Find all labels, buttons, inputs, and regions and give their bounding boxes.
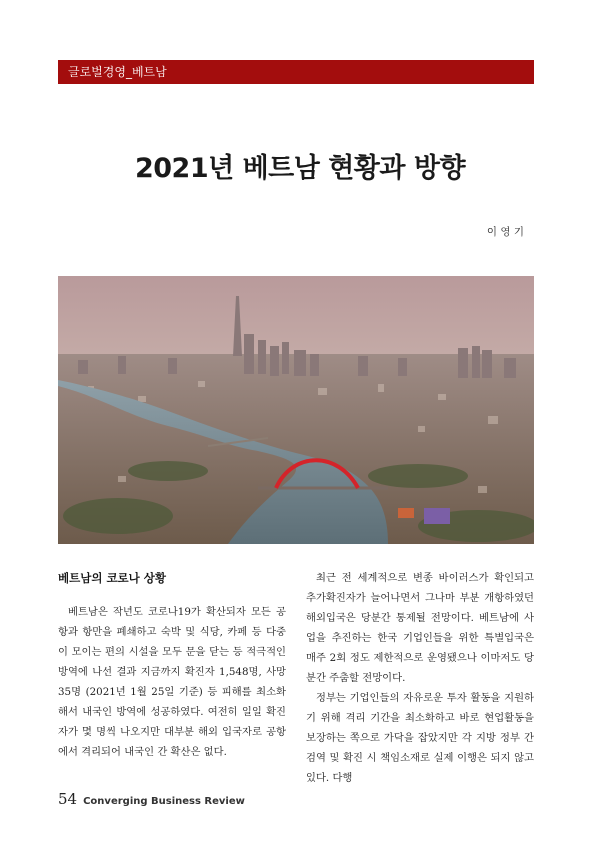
page-footer: [58, 790, 245, 814]
body-paragraph: 베트남은 작년도 코로나19가 확산되자 모든 공항과 항만을 폐쇄하고 숙박 및 식당, 카페 등 다중이 모이는 편의 시설을 모두 문을 닫는 등 적극적인 방역에 나선 결과 지금까지 확진자 1,548명, 사망 35명 (2021년 1월 25일 기준) 등 피해를 최소화해서 내국인 방역에 성공하였다. 여전히 일일 확진자가 몇 명씩 나오지만 대부분 해외 입국자로 공항에서 격리되어 내국인 간 확산은 없다.: [58, 606, 286, 758]
right-column: [306, 568, 534, 788]
article-title: 2021년 베트남 현황과 방향: [134, 153, 466, 184]
magazine-name: Converging Business Review: [83, 796, 245, 807]
article-author: 이 영 기: [486, 226, 524, 238]
body-paragraph: 최근 전 세계적으로 변종 바이러스가 확인되고 추가확진자가 늘어나면서 그나마 부분 개항하였던 해외입국은 당분간 통제될 전망이다. 베트남에 사업을 추진하는 한국 기업인들을 위한 특별입국은 매주 2회 정도 제한적으로 운영됐으나 이마저도 당분간 주춤할 전망이다.: [306, 572, 534, 684]
left-column: [58, 568, 286, 762]
city-skyline-photo: [58, 276, 534, 544]
body-paragraph: 정부는 기업인들의 자유로운 투자 활동을 지원하기 위해 격리 기간을 최소화하고 바로 현업활동을 보장하는 쪽으로 가닥을 잡았지만 각 지방 정부 간 검역 및 확진 시 책임소재로 실제 이행은 되지 않고 있다. 다행: [306, 692, 534, 784]
section-subhead: 베트남의 코로나 상황: [58, 571, 166, 585]
page-number: 54: [58, 790, 78, 808]
section-label: 글로벌경영_베트남: [58, 60, 534, 84]
